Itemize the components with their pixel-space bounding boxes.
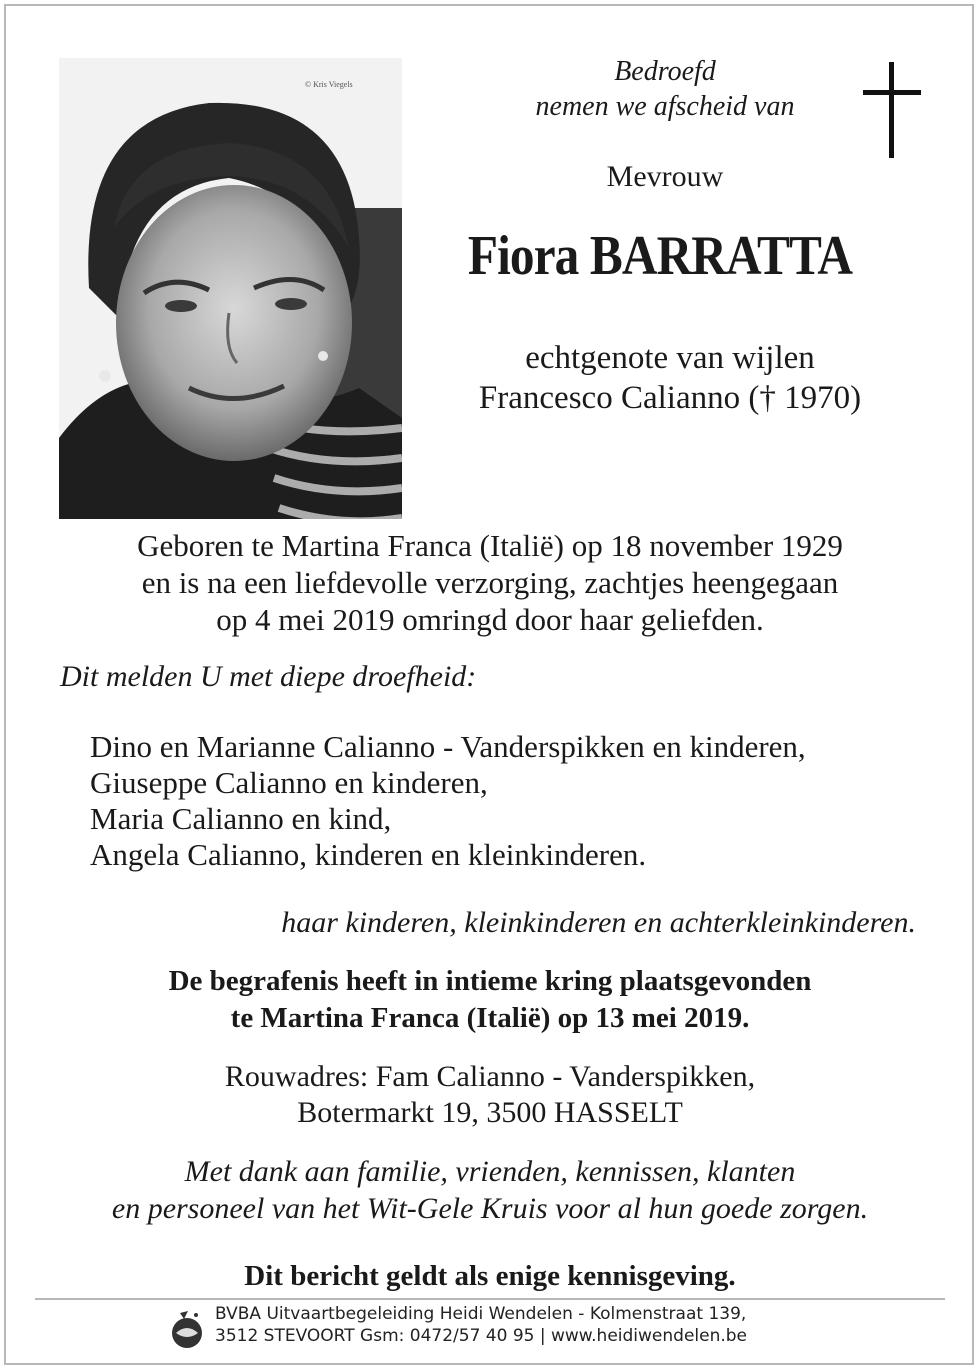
intro-line-2: nemen we afscheid van — [535, 91, 795, 122]
thanks-line-2: en personeel van het Wit-Gele Kruis voor al hun goede zorgen. — [111, 1192, 869, 1225]
announcement: Dit melden U met diepe droefheid: — [60, 660, 477, 693]
grandchildren-line: haar kinderen, kleinkinderen en achterkleinkinderen. — [281, 906, 916, 939]
birth-line-3: op 4 mei 2019 omringd door haar geliefden. — [216, 602, 764, 637]
funeral-line-2: te Martina Franca (Italië) op 13 mei 2019. — [230, 1002, 750, 1034]
footer-line-1: BVBA Uitvaartbegeleiding Heidi Wendelen - Kolmenstraat 139, — [215, 1304, 747, 1324]
thanks-line-1: Met dank aan familie, vrienden, kennissen, klanten — [184, 1155, 796, 1188]
notice-line: Dit bericht geldt als enige kennisgeving. — [244, 1260, 736, 1292]
family-line-2: Giuseppe Calianno en kinderen, — [90, 765, 488, 800]
birth-line-1: Geboren te Martina Franca (Italië) op 18 november 1929 — [137, 528, 843, 563]
family-line-4: Angela Calianno, kinderen en kleinkinderen. — [90, 837, 647, 872]
spouse-line-1: echtgenote van wijlen — [525, 340, 815, 376]
photo-credit: © Kris Viegels — [305, 80, 353, 89]
globe-logo — [170, 1307, 204, 1355]
deceased-name: Fiora BARRATTA — [467, 225, 853, 287]
birth-line-2: en is na een liefdevolle verzorging, zachtjes heengegaan — [141, 565, 839, 600]
footer-divider — [35, 1298, 945, 1300]
honorific: Mevrouw — [606, 160, 724, 193]
spouse-line-2: Francesco Calianno († 1970) — [478, 380, 862, 416]
funeral-line-1: De begrafenis heeft in intieme kring plaatsgevonden — [168, 965, 812, 997]
intro-line-1: Bedroefd — [614, 56, 716, 87]
family-line-3: Maria Calianno en kind, — [90, 801, 392, 836]
address-line-1: Rouwadres: Fam Calianno - Vanderspikken, — [224, 1060, 756, 1093]
family-line-1: Dino en Marianne Calianno - Vanderspikken en kinderen, — [90, 729, 806, 764]
footer-line-2: 3512 STEVOORT Gsm: 0472/57 40 95 | www.heidiwendelen.be — [215, 1326, 748, 1346]
footer-contact — [215, 1303, 747, 1347]
portrait-photo — [59, 58, 402, 519]
address-line-2: Botermarkt 19, 3500 HASSELT — [297, 1096, 683, 1129]
